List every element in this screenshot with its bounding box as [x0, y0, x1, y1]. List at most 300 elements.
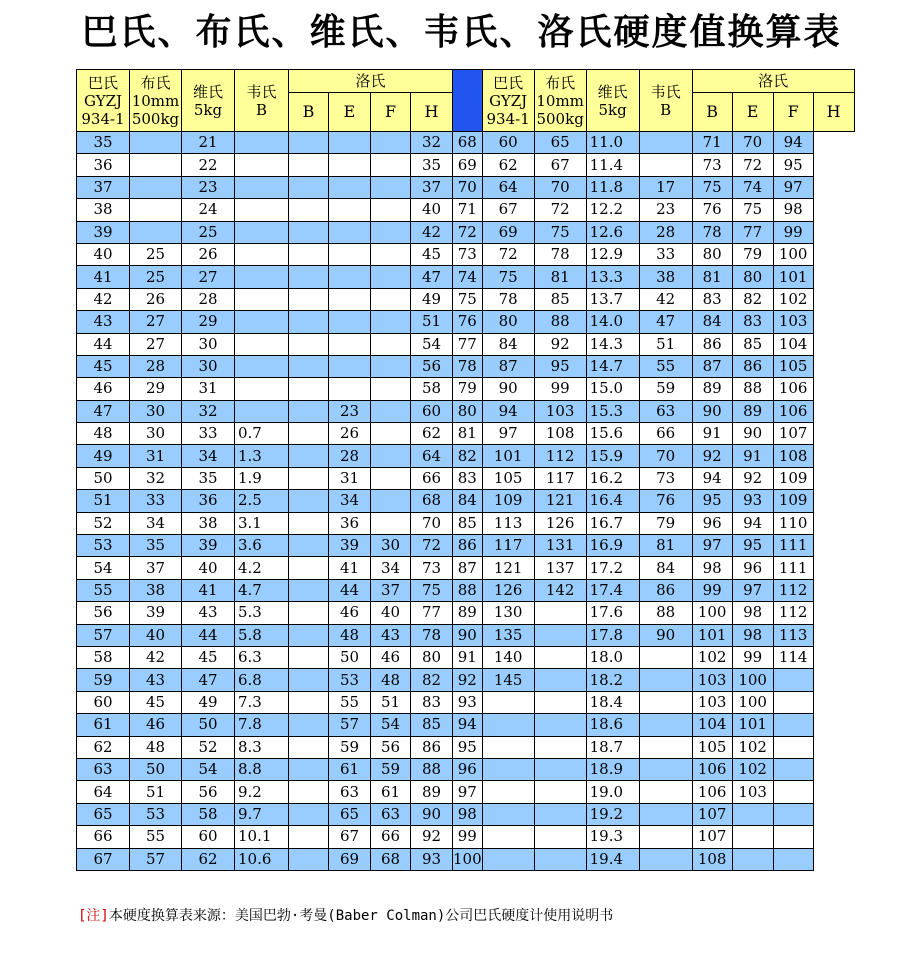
- cell-rockwell-e: 106: [692, 758, 732, 780]
- cell-rockwell-h: 49: [411, 288, 453, 310]
- cell-vickers: 33: [182, 423, 235, 445]
- cell-rockwell-e: 71: [692, 132, 732, 154]
- footnote: [78, 905, 613, 925]
- table-row: [77, 288, 855, 310]
- cell-vickers: 21: [182, 132, 235, 154]
- cell-barcol: 97: [453, 781, 483, 803]
- cell-rockwell-b: [289, 557, 329, 579]
- cell-rockwell-e: 98: [692, 557, 732, 579]
- table-row: [77, 311, 855, 333]
- cell-rockwell-b: 33: [639, 243, 692, 265]
- cell-rockwell-h: 88: [411, 758, 453, 780]
- cell-webster: 17.2: [586, 557, 639, 579]
- cell-barcol: 59: [77, 669, 130, 691]
- cell-barcol: 39: [77, 221, 130, 243]
- cell-vickers: [534, 669, 586, 691]
- cell-rockwell-b: 66: [639, 423, 692, 445]
- cell-rockwell-h: 112: [773, 602, 813, 624]
- cell-barcol: 85: [453, 512, 483, 534]
- cell-rockwell-h: 51: [411, 311, 453, 333]
- cell-rockwell-b: [639, 154, 692, 176]
- cell-webster: 10.6: [235, 848, 289, 870]
- cell-brinell: [482, 714, 534, 736]
- cell-rockwell-b: [289, 714, 329, 736]
- cell-vickers: 26: [182, 243, 235, 265]
- header-vickers: 维氏 5kg: [182, 70, 235, 132]
- cell-rockwell-e: 96: [692, 512, 732, 534]
- page-title: 巴氏、布氏、维氏、韦氏、洛氏硬度值换算表: [81, 12, 842, 53]
- cell-rockwell-f: 92: [732, 467, 773, 489]
- cell-vickers: 85: [534, 288, 586, 310]
- cell-brinell: 32: [130, 467, 182, 489]
- table-row: [77, 378, 855, 400]
- cell-webster: 16.2: [586, 467, 639, 489]
- cell-brinell: [130, 221, 182, 243]
- cell-brinell: 28: [130, 355, 182, 377]
- cell-rockwell-h: 109: [773, 490, 813, 512]
- cell-webster: 4.2: [235, 557, 289, 579]
- cell-vickers: 126: [534, 512, 586, 534]
- cell-rockwell-b: 76: [639, 490, 692, 512]
- table-row: [77, 333, 855, 355]
- cell-vickers: [534, 646, 586, 668]
- cell-rockwell-b: [639, 848, 692, 870]
- cell-webster: 13.7: [586, 288, 639, 310]
- cell-webster: 7.3: [235, 691, 289, 713]
- cell-rockwell-e: 61: [329, 758, 371, 780]
- cell-webster: 16.7: [586, 512, 639, 534]
- cell-rockwell-b: 55: [639, 355, 692, 377]
- cell-brinell: [130, 199, 182, 221]
- cell-brinell: 25: [130, 243, 182, 265]
- cell-rockwell-e: 95: [692, 490, 732, 512]
- cell-rockwell-f: 51: [371, 691, 411, 713]
- cell-vickers: 70: [534, 176, 586, 198]
- cell-rockwell-f: 43: [371, 624, 411, 646]
- cell-webster: [235, 154, 289, 176]
- cell-vickers: 30: [182, 333, 235, 355]
- cell-rockwell-h: 102: [773, 288, 813, 310]
- cell-webster: 1.9: [235, 467, 289, 489]
- cell-rockwell-f: 56: [371, 736, 411, 758]
- cell-rockwell-e: 28: [329, 445, 371, 467]
- cell-rockwell-b: 88: [639, 602, 692, 624]
- cell-rockwell-e: 55: [329, 691, 371, 713]
- cell-vickers: [534, 714, 586, 736]
- cell-rockwell-e: 73: [692, 154, 732, 176]
- cell-rockwell-e: 57: [329, 714, 371, 736]
- cell-rockwell-e: 92: [692, 445, 732, 467]
- cell-vickers: 99: [534, 378, 586, 400]
- table-row: [77, 512, 855, 534]
- cell-rockwell-b: [289, 378, 329, 400]
- cell-rockwell-b: 59: [639, 378, 692, 400]
- header-rockwell-f: F: [371, 93, 411, 132]
- cell-brinell: [482, 803, 534, 825]
- cell-brinell: 31: [130, 445, 182, 467]
- cell-barcol: 83: [453, 467, 483, 489]
- cell-rockwell-b: [639, 736, 692, 758]
- cell-webster: 6.3: [235, 646, 289, 668]
- cell-rockwell-e: 108: [692, 848, 732, 870]
- cell-barcol: 49: [77, 445, 130, 467]
- cell-rockwell-f: [371, 311, 411, 333]
- cell-rockwell-h: 54: [411, 333, 453, 355]
- cell-barcol: 94: [453, 714, 483, 736]
- cell-webster: [235, 400, 289, 422]
- cell-rockwell-b: [289, 624, 329, 646]
- table-row: [77, 445, 855, 467]
- cell-webster: 18.7: [586, 736, 639, 758]
- cell-barcol: 87: [453, 557, 483, 579]
- cell-brinell: [130, 154, 182, 176]
- cell-rockwell-e: 67: [329, 826, 371, 848]
- cell-brinell: 35: [130, 535, 182, 557]
- cell-rockwell-b: [289, 132, 329, 154]
- cell-rockwell-f: 48: [371, 669, 411, 691]
- cell-rockwell-e: 46: [329, 602, 371, 624]
- cell-vickers: 92: [534, 333, 586, 355]
- cell-rockwell-b: [289, 848, 329, 870]
- cell-webster: 7.8: [235, 714, 289, 736]
- cell-brinell: 130: [482, 602, 534, 624]
- cell-barcol: 51: [77, 490, 130, 512]
- cell-barcol: 50: [77, 467, 130, 489]
- cell-vickers: [534, 826, 586, 848]
- cell-webster: 12.6: [586, 221, 639, 243]
- cell-rockwell-f: 66: [371, 826, 411, 848]
- cell-rockwell-h: 64: [411, 445, 453, 467]
- cell-brinell: 140: [482, 646, 534, 668]
- footnote-text: 本硬度换算表来源：美国巴勃·考曼(Baber Colman)公司巴氏硬度计使用说明书: [108, 908, 614, 924]
- cell-vickers: 36: [182, 490, 235, 512]
- header-rockwell-e: E: [732, 93, 773, 132]
- cell-rockwell-f: 99: [732, 646, 773, 668]
- cell-webster: [235, 243, 289, 265]
- cell-rockwell-h: 113: [773, 624, 813, 646]
- cell-rockwell-f: [371, 333, 411, 355]
- table-row: [77, 176, 855, 198]
- cell-brinell: 78: [482, 288, 534, 310]
- table-body: [77, 132, 855, 871]
- cell-vickers: 23: [182, 176, 235, 198]
- cell-brinell: 69: [482, 221, 534, 243]
- cell-brinell: 60: [482, 132, 534, 154]
- cell-webster: 14.0: [586, 311, 639, 333]
- cell-rockwell-e: 99: [692, 579, 732, 601]
- cell-webster: 9.2: [235, 781, 289, 803]
- cell-rockwell-e: 80: [692, 243, 732, 265]
- cell-rockwell-b: [289, 781, 329, 803]
- cell-vickers: 67: [534, 154, 586, 176]
- cell-rockwell-h: 37: [411, 176, 453, 198]
- cell-rockwell-h: 58: [411, 378, 453, 400]
- cell-rockwell-f: 97: [732, 579, 773, 601]
- cell-rockwell-e: 103: [692, 691, 732, 713]
- cell-webster: 16.4: [586, 490, 639, 512]
- table-row: [77, 669, 855, 691]
- cell-barcol: 53: [77, 535, 130, 557]
- cell-rockwell-f: 68: [371, 848, 411, 870]
- cell-rockwell-e: [329, 288, 371, 310]
- cell-rockwell-f: 79: [732, 243, 773, 265]
- cell-rockwell-f: [371, 288, 411, 310]
- cell-webster: 17.6: [586, 602, 639, 624]
- cell-vickers: 28: [182, 288, 235, 310]
- table-row: [77, 758, 855, 780]
- cell-brinell: 42: [130, 646, 182, 668]
- cell-webster: 19.0: [586, 781, 639, 803]
- cell-barcol: 77: [453, 333, 483, 355]
- cell-vickers: 58: [182, 803, 235, 825]
- cell-webster: [235, 221, 289, 243]
- cell-rockwell-f: 103: [732, 781, 773, 803]
- cell-barcol: 73: [453, 243, 483, 265]
- header-brinell: 布氏 10mm 500kg: [130, 70, 182, 132]
- cell-rockwell-e: 106: [692, 781, 732, 803]
- footnote-tag: [注]: [78, 908, 109, 924]
- cell-brinell: [482, 781, 534, 803]
- cell-rockwell-h: [773, 736, 813, 758]
- table-row: [77, 736, 855, 758]
- cell-rockwell-e: 34: [329, 490, 371, 512]
- cell-rockwell-b: [639, 132, 692, 154]
- cell-rockwell-e: 89: [692, 378, 732, 400]
- header-brinell: 布氏 10mm 500kg: [534, 70, 586, 132]
- cell-vickers: 32: [182, 400, 235, 422]
- cell-vickers: 29: [182, 311, 235, 333]
- cell-webster: 3.6: [235, 535, 289, 557]
- cell-rockwell-e: 41: [329, 557, 371, 579]
- cell-brinell: 53: [130, 803, 182, 825]
- table-row: [77, 490, 855, 512]
- cell-barcol: 57: [77, 624, 130, 646]
- cell-rockwell-e: 53: [329, 669, 371, 691]
- cell-barcol: 61: [77, 714, 130, 736]
- cell-rockwell-b: [289, 736, 329, 758]
- cell-rockwell-f: 96: [732, 557, 773, 579]
- cell-vickers: [534, 736, 586, 758]
- cell-rockwell-b: 81: [639, 535, 692, 557]
- cell-rockwell-f: 83: [732, 311, 773, 333]
- cell-brinell: 67: [482, 199, 534, 221]
- cell-rockwell-e: [329, 378, 371, 400]
- cell-rockwell-h: 112: [773, 579, 813, 601]
- cell-rockwell-f: [371, 176, 411, 198]
- cell-vickers: 22: [182, 154, 235, 176]
- cell-rockwell-e: 102: [692, 646, 732, 668]
- cell-rockwell-e: 39: [329, 535, 371, 557]
- cell-brinell: 27: [130, 311, 182, 333]
- table-row: [77, 154, 855, 176]
- cell-rockwell-f: 100: [732, 669, 773, 691]
- table-row: [77, 826, 855, 848]
- cell-rockwell-h: 32: [411, 132, 453, 154]
- cell-vickers: 62: [182, 848, 235, 870]
- cell-rockwell-b: [289, 288, 329, 310]
- cell-barcol: 38: [77, 199, 130, 221]
- table-row: [77, 579, 855, 601]
- cell-rockwell-h: 85: [411, 714, 453, 736]
- cell-webster: 19.3: [586, 826, 639, 848]
- cell-rockwell-b: [289, 758, 329, 780]
- cell-rockwell-h: 42: [411, 221, 453, 243]
- cell-rockwell-h: [773, 669, 813, 691]
- header-rockwell: 洛氏: [692, 70, 854, 93]
- cell-rockwell-f: 54: [371, 714, 411, 736]
- cell-rockwell-b: [289, 333, 329, 355]
- cell-barcol: 74: [453, 266, 483, 288]
- cell-vickers: 54: [182, 758, 235, 780]
- cell-rockwell-h: 80: [411, 646, 453, 668]
- cell-rockwell-h: 35: [411, 154, 453, 176]
- cell-rockwell-f: 90: [732, 423, 773, 445]
- cell-barcol: 76: [453, 311, 483, 333]
- cell-rockwell-f: 75: [732, 199, 773, 221]
- cell-barcol: 96: [453, 758, 483, 780]
- table-row: [77, 221, 855, 243]
- cell-barcol: 69: [453, 154, 483, 176]
- cell-rockwell-h: 45: [411, 243, 453, 265]
- cell-rockwell-e: 69: [329, 848, 371, 870]
- cell-rockwell-e: 101: [692, 624, 732, 646]
- cell-vickers: [534, 803, 586, 825]
- cell-vickers: 50: [182, 714, 235, 736]
- cell-rockwell-f: 101: [732, 714, 773, 736]
- hardness-conversion-table: [76, 69, 855, 871]
- cell-rockwell-f: 102: [732, 758, 773, 780]
- cell-brinell: 87: [482, 355, 534, 377]
- cell-webster: 1.3: [235, 445, 289, 467]
- cell-rockwell-f: 59: [371, 758, 411, 780]
- cell-brinell: [482, 826, 534, 848]
- cell-barcol: 43: [77, 311, 130, 333]
- cell-webster: 6.8: [235, 669, 289, 691]
- table-row: [77, 557, 855, 579]
- cell-rockwell-b: [289, 646, 329, 668]
- table-row: [77, 624, 855, 646]
- cell-vickers: 65: [534, 132, 586, 154]
- header-rockwell-h: H: [411, 93, 453, 132]
- cell-rockwell-f: [371, 467, 411, 489]
- cell-rockwell-e: 23: [329, 400, 371, 422]
- cell-rockwell-b: [289, 691, 329, 713]
- cell-webster: 0.7: [235, 423, 289, 445]
- table-row: [77, 602, 855, 624]
- cell-rockwell-b: [639, 826, 692, 848]
- cell-webster: 11.0: [586, 132, 639, 154]
- cell-brinell: 55: [130, 826, 182, 848]
- table-row: [77, 535, 855, 557]
- cell-rockwell-b: [289, 669, 329, 691]
- cell-brinell: 27: [130, 333, 182, 355]
- cell-rockwell-h: 110: [773, 512, 813, 534]
- cell-barcol: 70: [453, 176, 483, 198]
- cell-rockwell-e: 84: [692, 311, 732, 333]
- cell-rockwell-h: 93: [411, 848, 453, 870]
- cell-webster: [235, 355, 289, 377]
- cell-rockwell-b: 42: [639, 288, 692, 310]
- cell-brinell: 62: [482, 154, 534, 176]
- header-rockwell-f: F: [773, 93, 813, 132]
- cell-webster: 2.5: [235, 490, 289, 512]
- cell-rockwell-e: 78: [692, 221, 732, 243]
- cell-rockwell-b: 86: [639, 579, 692, 601]
- cell-barcol: 46: [77, 378, 130, 400]
- cell-rockwell-h: [773, 691, 813, 713]
- cell-rockwell-e: 44: [329, 579, 371, 601]
- cell-webster: [235, 176, 289, 198]
- cell-webster: 16.9: [586, 535, 639, 557]
- cell-webster: 5.8: [235, 624, 289, 646]
- cell-webster: [235, 288, 289, 310]
- cell-rockwell-f: 77: [732, 221, 773, 243]
- cell-webster: 19.2: [586, 803, 639, 825]
- cell-vickers: 47: [182, 669, 235, 691]
- cell-vickers: 108: [534, 423, 586, 445]
- cell-brinell: 135: [482, 624, 534, 646]
- cell-brinell: [482, 691, 534, 713]
- cell-vickers: 60: [182, 826, 235, 848]
- cell-rockwell-b: 90: [639, 624, 692, 646]
- cell-webster: 15.9: [586, 445, 639, 467]
- cell-brinell: 48: [130, 736, 182, 758]
- cell-brinell: 26: [130, 288, 182, 310]
- header-barcol: 巴氏 GYZJ 934-1: [77, 70, 130, 132]
- cell-vickers: 40: [182, 557, 235, 579]
- cell-vickers: 31: [182, 378, 235, 400]
- cell-rockwell-b: [289, 243, 329, 265]
- cell-rockwell-b: [639, 781, 692, 803]
- cell-webster: 11.4: [586, 154, 639, 176]
- cell-rockwell-f: [371, 221, 411, 243]
- cell-vickers: 45: [182, 646, 235, 668]
- cell-rockwell-e: 107: [692, 826, 732, 848]
- cell-rockwell-h: 108: [773, 445, 813, 467]
- cell-barcol: 42: [77, 288, 130, 310]
- cell-barcol: 84: [453, 490, 483, 512]
- cell-rockwell-b: [289, 467, 329, 489]
- cell-rockwell-h: 89: [411, 781, 453, 803]
- table-separator: [453, 70, 483, 132]
- cell-vickers: 24: [182, 199, 235, 221]
- cell-brinell: 113: [482, 512, 534, 534]
- cell-rockwell-f: 100: [732, 691, 773, 713]
- cell-webster: [235, 378, 289, 400]
- cell-rockwell-h: 86: [411, 736, 453, 758]
- cell-barcol: 68: [453, 132, 483, 154]
- table-row: [77, 423, 855, 445]
- cell-rockwell-f: 61: [371, 781, 411, 803]
- cell-vickers: [534, 848, 586, 870]
- cell-brinell: [482, 758, 534, 780]
- cell-brinell: 105: [482, 467, 534, 489]
- cell-rockwell-f: [732, 826, 773, 848]
- cell-rockwell-f: 86: [732, 355, 773, 377]
- cell-rockwell-e: 90: [692, 400, 732, 422]
- cell-rockwell-b: [639, 714, 692, 736]
- cell-brinell: 30: [130, 400, 182, 422]
- table-row: [77, 266, 855, 288]
- header-rockwell-e: E: [329, 93, 371, 132]
- cell-brinell: 97: [482, 423, 534, 445]
- table-row: [77, 132, 855, 154]
- cell-webster: 4.7: [235, 579, 289, 601]
- cell-brinell: [130, 176, 182, 198]
- cell-rockwell-e: [329, 266, 371, 288]
- cell-barcol: 80: [453, 400, 483, 422]
- cell-rockwell-f: [371, 423, 411, 445]
